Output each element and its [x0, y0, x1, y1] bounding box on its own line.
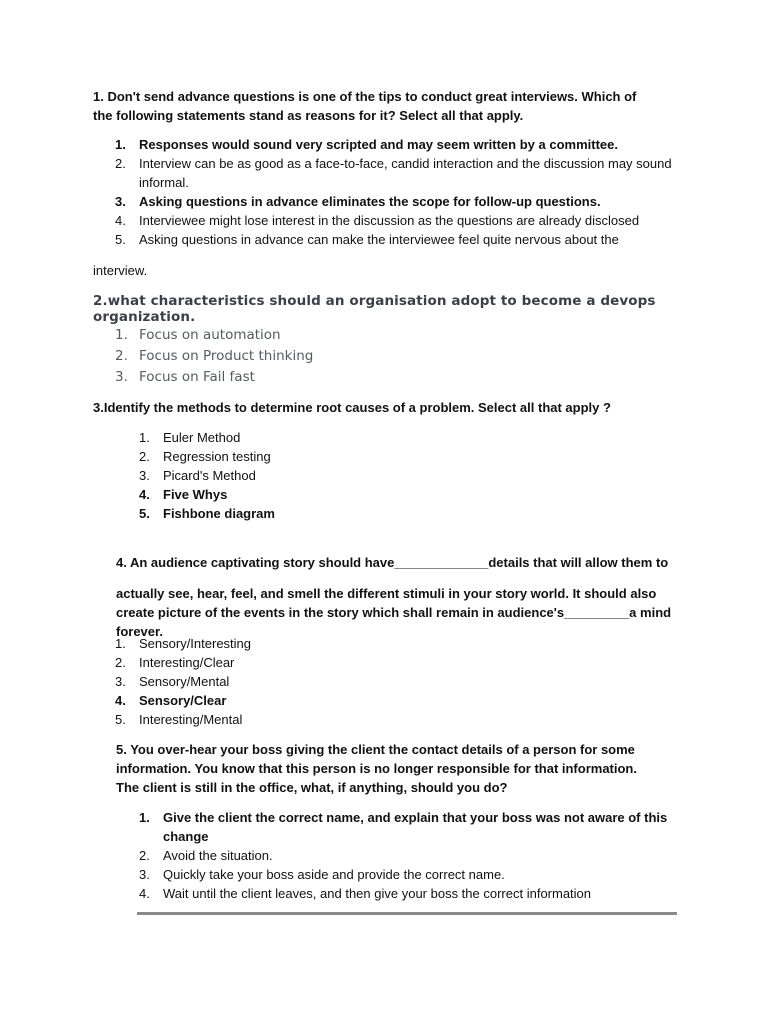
option-text: Quickly take your boss aside and provide the correct name.	[163, 867, 505, 882]
option-text: Asking questions in advance eliminates the scope for follow-up questions.	[139, 194, 601, 209]
option-4-5: 5. Interesting/Mental	[115, 712, 243, 727]
option-3-4: 4. Five Whys	[139, 487, 228, 502]
option-4-1: 1. Sensory/Interesting	[115, 636, 252, 651]
option-3-5: 5. Fishbone diagram	[139, 506, 275, 521]
option-2-3: 3. Focus on Fail fast	[115, 369, 255, 385]
option-3-3: 3. Picard's Method	[139, 468, 256, 483]
option-2-2: 2. Focus on Product thinking	[115, 348, 314, 364]
question-1-continuation: interview.	[93, 263, 148, 278]
option-text: Five Whys	[163, 487, 228, 502]
question-2-options	[115, 325, 515, 388]
option-text: Focus on automation	[139, 327, 281, 343]
option-1-2: 2. Interview can be as good as a face-to-face, candid interaction and the discussion may sound informal.	[115, 156, 672, 190]
option-1-1: 1. Responses would sound very scripted and may seem written by a committee.	[115, 137, 618, 152]
option-4-4: 4. Sensory/Clear	[115, 693, 227, 708]
option-3-2: 2. Regression testing	[139, 449, 271, 464]
option-text: Focus on Fail fast	[139, 369, 255, 385]
option-text: Responses would sound very scripted and may seem written by a committee.	[139, 137, 618, 152]
question-2-text: 2.what characteristics should an organisation adopt to become a devops organization.	[93, 293, 656, 325]
option-1-3: 3. Asking questions in advance eliminates the scope for follow-up questions.	[115, 194, 601, 209]
option-text: Interesting/Clear	[139, 655, 235, 670]
question-5-options	[139, 808, 669, 903]
option-text: Fishbone diagram	[163, 506, 275, 521]
option-text: Euler Method	[163, 430, 241, 445]
option-5-3: 3. Quickly take your boss aside and provide the correct name.	[139, 867, 505, 882]
option-2-1: 1. Focus on automation	[115, 327, 281, 343]
option-text: Wait until the client leaves, and then give your boss the correct information	[163, 886, 592, 901]
option-4-3: 3. Sensory/Mental	[115, 674, 230, 689]
option-text: Picard's Method	[163, 468, 256, 483]
option-text: Regression testing	[163, 449, 271, 464]
option-text: Sensory/Interesting	[139, 636, 252, 651]
option-1-4: 4. Interviewee might lose interest in the discussion as the questions are already disclosed	[115, 213, 640, 228]
option-text: Avoid the situation.	[163, 848, 273, 863]
question-5-text: 5. You over-hear your boss giving the client the contact details of a person for some information. You know that this person is no longer responsible for that information. The client is still in the office, what, if anything, should you do?	[116, 742, 637, 795]
option-text: Sensory/Clear	[139, 693, 227, 708]
question-3-text: 3.Identify the methods to determine root causes of a problem. Select all that apply ?	[93, 400, 611, 415]
option-text: Focus on Product thinking	[139, 348, 314, 364]
question-4-options	[115, 634, 515, 729]
option-text: Interviewee might lose interest in the discussion as the questions are already disclosed	[139, 213, 640, 228]
option-5-2: 2. Avoid the situation.	[139, 848, 273, 863]
option-text: Interesting/Mental	[139, 712, 243, 727]
question-4-line-2: actually see, hear, feel, and smell the different stimuli in your story world. It should also create picture of the events in the story which shall remain in audience's_________a mind forever.	[116, 586, 672, 639]
option-text: Sensory/Mental	[139, 674, 230, 689]
option-5-4: 4. Wait until the client leaves, and then give your boss the correct information	[139, 886, 592, 901]
option-1-5: 5. Asking questions in advance can make the interviewee feel quite nervous about the	[115, 232, 619, 247]
question-1-text: 1. Don't send advance questions is one of the tips to conduct great interviews. Which of the following statements stand as reasons for it? Select all that apply.	[93, 89, 637, 123]
question-4-line-1: 4. An audience captivating story should have_____________details that will allow them to	[116, 555, 669, 570]
option-text: Give the client the correct name, and explain that your boss was not aware of this change	[163, 810, 668, 844]
option-text: Interview can be as good as a face-to-face, candid interaction and the discussion may sound informal.	[139, 156, 672, 190]
horizontal-divider	[137, 912, 677, 915]
option-3-1: 1. Euler Method	[139, 430, 241, 445]
question-1-options	[115, 135, 685, 249]
question-3-options	[139, 428, 539, 523]
option-text: Asking questions in advance can make the interviewee feel quite nervous about the	[139, 232, 619, 247]
option-4-2: 2. Interesting/Clear	[115, 655, 235, 670]
option-5-1: 1. Give the client the correct name, and explain that your boss was not aware of this change	[139, 810, 668, 844]
